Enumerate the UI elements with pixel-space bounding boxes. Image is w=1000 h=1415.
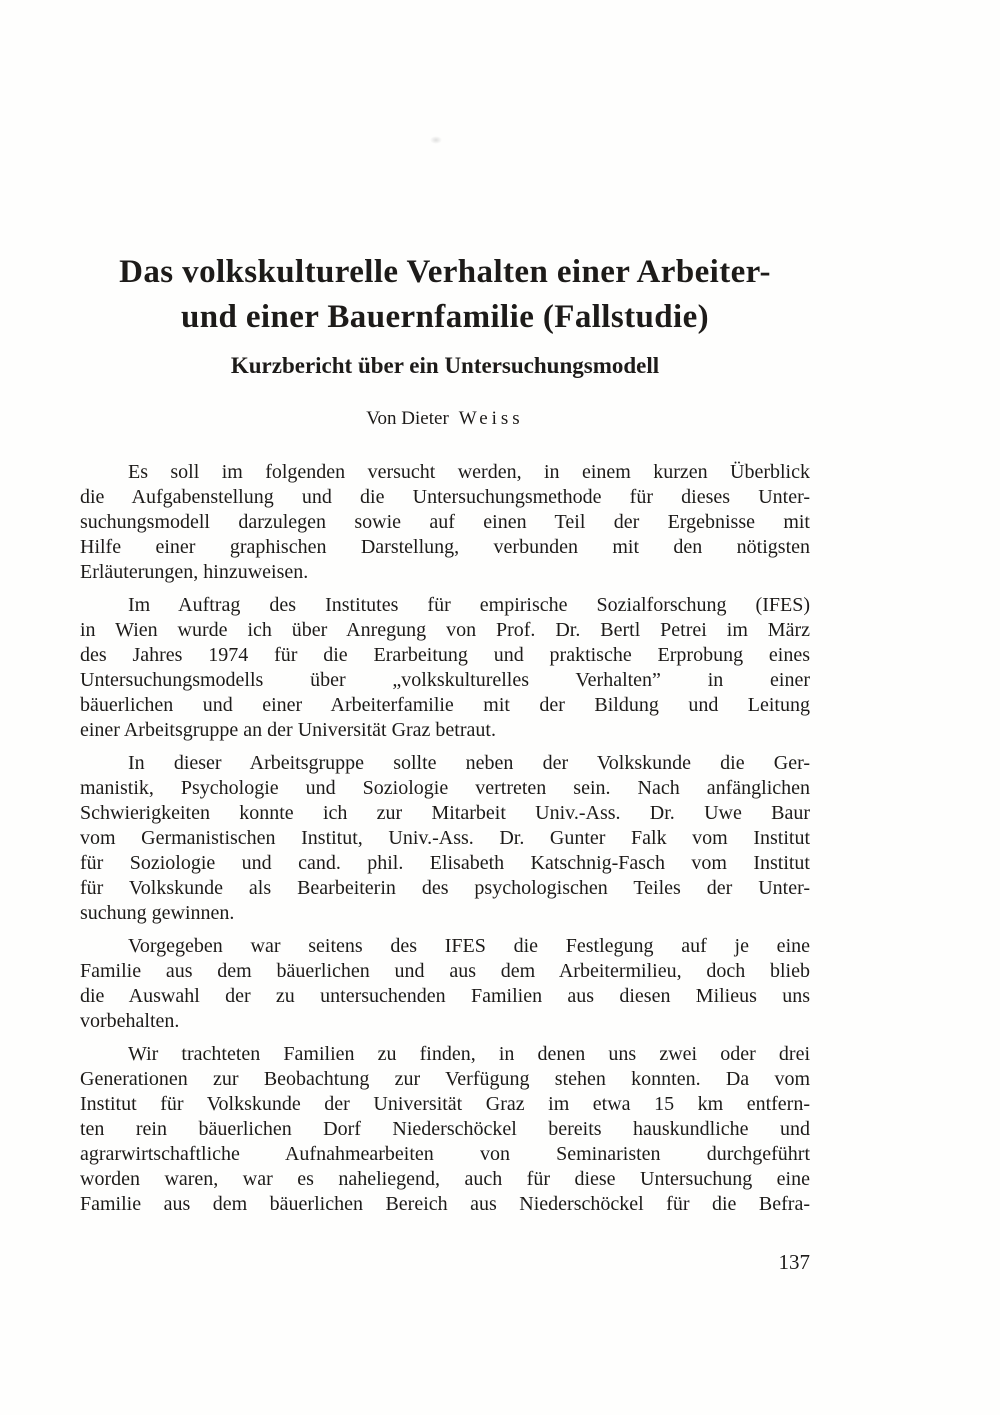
text-line: ten rein bäuerlichen Dorf Niederschöckel bereits hauskundliche und	[80, 1118, 810, 1140]
text-line: Im Auftrag des Institutes für empirische Sozialforschung (IFES)	[128, 594, 810, 616]
text-line: Familie aus dem bäuerlichen und aus dem Arbeitermilieu, doch blieb	[80, 960, 810, 982]
text-line: für Soziologie und cand. phil. Elisabeth Katschnig-Fasch vom Institut	[80, 852, 810, 874]
article-title	[80, 250, 810, 340]
text-line: manistik, Psychologie und Soziologie vertreten sein. Nach anfänglichen	[80, 777, 810, 799]
text-line: Institut für Volkskunde der Universität Graz im etwa 15 km entfern-	[80, 1093, 810, 1115]
text-line: Wir trachteten Familien zu finden, in denen uns zwei oder drei	[128, 1043, 810, 1065]
text-line: suchung gewinnen.	[80, 902, 235, 924]
text-line: Hilfe einer graphischen Darstellung, verbunden mit den nötigsten	[80, 536, 810, 558]
text-line: für Volkskunde als Bearbeiterin des psychologischen Teiles der Unter-	[80, 877, 810, 899]
text-line: Untersuchungsmodells über „volkskulturelles Verhalten” in einer	[80, 669, 810, 691]
text-line: In dieser Arbeitsgruppe sollte neben der Volkskunde die Ger-	[128, 752, 810, 774]
text-line: Familie aus dem bäuerlichen Bereich aus Niederschöckel für die Befra-	[80, 1193, 810, 1215]
text-line: des Jahres 1974 für die Erarbeitung und praktische Erprobung eines	[80, 644, 810, 666]
text-line: in Wien wurde ich über Anregung von Prof. Dr. Bertl Petrei im März	[80, 619, 810, 641]
text-line: Vorgegeben war seitens des IFES die Festlegung auf je eine	[128, 935, 810, 957]
text-line: worden waren, war es naheliegend, auch für diese Untersuchung eine	[80, 1168, 810, 1190]
page-number: 137	[778, 1250, 810, 1274]
text-line: Erläuterungen, hinzuweisen.	[80, 561, 309, 583]
text-line: einer Arbeitsgruppe an der Universität Graz betraut.	[80, 719, 496, 741]
article-byline	[80, 408, 810, 430]
text-line: vom Germanistischen Institut, Univ.-Ass. Dr. Gunter Falk vom Institut	[80, 827, 810, 849]
text-line: die Aufgabenstellung und die Untersuchungsmethode für dieses Unter-	[80, 486, 810, 508]
article-subtitle: Kurzbericht über ein Untersuchungsmodell	[230, 353, 660, 378]
paragraph	[80, 593, 810, 743]
paragraph	[80, 751, 810, 926]
paragraph	[80, 934, 810, 1034]
paragraph	[80, 1042, 810, 1217]
text-column	[80, 0, 810, 1275]
text-line: Schwierigkeiten konnte ich zur Mitarbeit Univ.-Ass. Dr. Uwe Baur	[80, 802, 810, 824]
text-line: suchungsmodell darzulegen sowie auf einen Teil der Ergebnisse mit	[80, 511, 810, 533]
author-name: Weiss	[458, 408, 524, 429]
article-title-line1: Das volkskulturelle Verhalten einer Arbeiter-	[119, 254, 771, 290]
article-body	[80, 460, 810, 1217]
article-title-line2: und einer Bauernfamilie (Fallstudie)	[180, 299, 710, 335]
byline-prefix: Von Dieter	[366, 408, 449, 429]
text-line: bäuerlichen und einer Arbeiterfamilie mit der Bildung und Leitung	[80, 694, 810, 716]
text-line: die Auswahl der zu untersuchenden Familien aus diesen Milieus uns	[80, 985, 810, 1007]
text-line: Es soll im folgenden versucht werden, in einem kurzen Überblick	[128, 461, 810, 483]
text-line: agrarwirtschaftliche Aufnahmearbeiten von Seminaristen durchgeführt	[80, 1143, 810, 1165]
text-line: vorbehalten.	[80, 1010, 180, 1032]
paragraph	[80, 460, 810, 585]
text-line: Generationen zur Beobachtung zur Verfügung stehen konnten. Da vom	[80, 1068, 810, 1090]
